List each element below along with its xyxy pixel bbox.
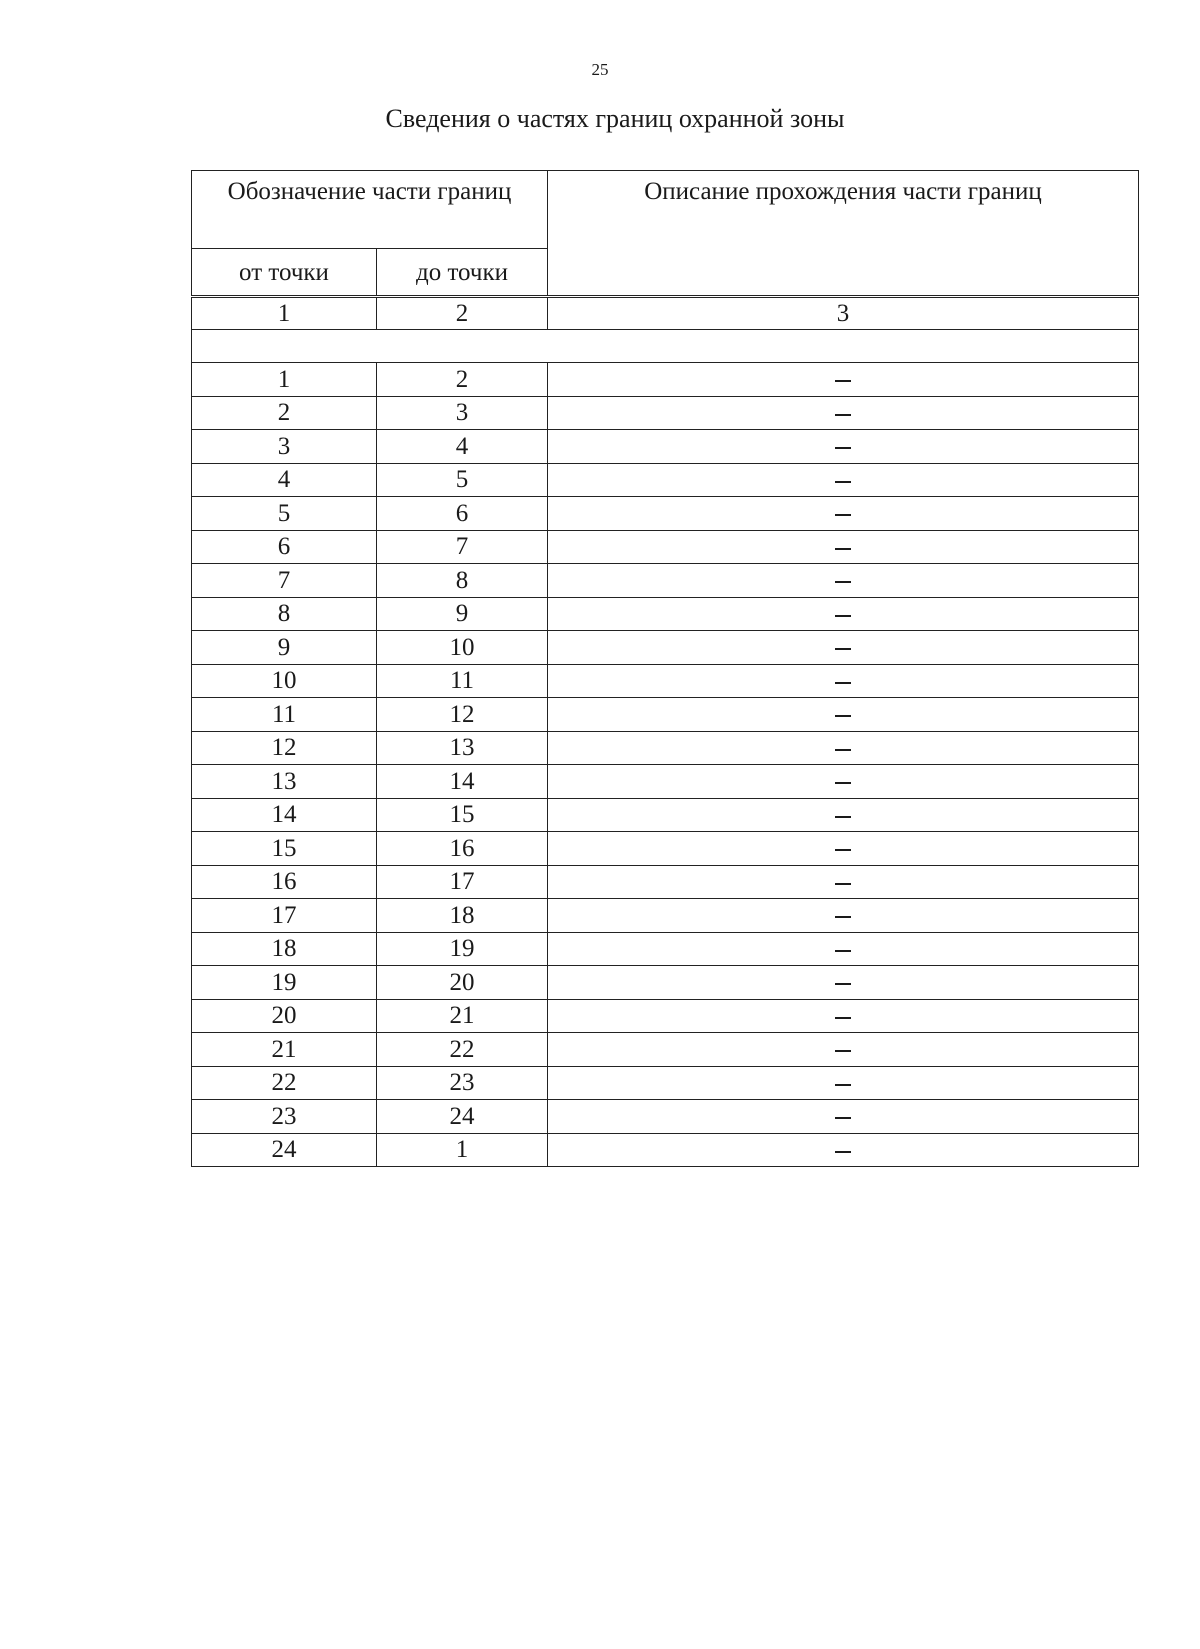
to-point-cell: 1 [377,1133,548,1167]
table-row [192,463,1139,497]
to-point-cell: 8 [377,564,548,598]
table-row [192,932,1139,966]
to-point-cell: 5 [377,463,548,497]
table-row [192,899,1139,933]
from-point-cell: 10 [192,664,377,698]
from-point-cell: 18 [192,932,377,966]
to-point-cell: 14 [377,765,548,799]
from-point-cell: 5 [192,497,377,531]
from-point-cell: 22 [192,1066,377,1100]
table-header-row [192,171,1139,249]
table-row [192,1033,1139,1067]
to-point-cell: 4 [377,430,548,464]
table-row [192,664,1139,698]
from-point-cell: 24 [192,1133,377,1167]
boundary-parts-table [191,170,1139,1167]
description-cell [548,999,1139,1033]
from-point-cell: 23 [192,1100,377,1134]
table-row [192,865,1139,899]
table-row [192,966,1139,1000]
from-point-cell: 7 [192,564,377,598]
description-cell [548,631,1139,665]
table-row [192,1066,1139,1100]
description-dash [835,380,851,382]
from-point-cell: 15 [192,832,377,866]
header-from-point: от точки [192,249,377,297]
description-cell [548,1100,1139,1134]
description-dash [835,816,851,818]
from-point-cell: 21 [192,1033,377,1067]
empty-section-row [192,330,1139,363]
description-dash [835,749,851,751]
to-point-cell: 15 [377,798,548,832]
description-dash [835,782,851,784]
description-dash [835,615,851,617]
header-description: Описание прохождения части границ [548,171,1139,297]
to-point-cell: 11 [377,664,548,698]
column-number-1: 1 [192,297,377,330]
description-cell [548,1133,1139,1167]
table-row [192,597,1139,631]
table-row [192,999,1139,1033]
to-point-cell: 12 [377,698,548,732]
to-point-cell: 16 [377,832,548,866]
table-row [192,497,1139,531]
table-row [192,832,1139,866]
description-dash [835,916,851,918]
table-row [192,430,1139,464]
from-point-cell: 16 [192,865,377,899]
description-dash [835,447,851,449]
description-cell [548,1033,1139,1067]
to-point-cell: 6 [377,497,548,531]
from-point-cell: 11 [192,698,377,732]
description-cell [548,530,1139,564]
description-cell [548,966,1139,1000]
description-cell [548,463,1139,497]
description-dash [835,883,851,885]
to-point-cell: 20 [377,966,548,1000]
to-point-cell: 3 [377,396,548,430]
page-number: 25 [591,60,609,79]
table-row [192,1100,1139,1134]
from-point-cell: 1 [192,363,377,397]
description-cell [548,731,1139,765]
description-cell [548,1066,1139,1100]
to-point-cell: 21 [377,999,548,1033]
table-row [192,564,1139,598]
column-number-3: 3 [548,297,1139,330]
table-row [192,631,1139,665]
to-point-cell: 22 [377,1033,548,1067]
description-cell [548,597,1139,631]
description-dash [835,1017,851,1019]
description-cell [548,363,1139,397]
description-dash [835,715,851,717]
description-dash [835,481,851,483]
column-number-2: 2 [377,297,548,330]
from-point-cell: 20 [192,999,377,1033]
from-point-cell: 9 [192,631,377,665]
header-designation: Обозначение части границ [192,171,548,249]
to-point-cell: 23 [377,1066,548,1100]
description-cell [548,430,1139,464]
description-cell [548,798,1139,832]
description-dash [835,849,851,851]
to-point-cell: 7 [377,530,548,564]
to-point-cell: 2 [377,363,548,397]
description-dash [835,1117,851,1119]
description-cell [548,899,1139,933]
empty-section-cell [192,330,1139,363]
header-to-point: до точки [377,249,548,297]
table-row [192,765,1139,799]
description-cell [548,497,1139,531]
column-number-row [192,297,1139,330]
to-point-cell: 13 [377,731,548,765]
description-dash [835,983,851,985]
page-title: Сведения о частях границ охранной зоны [385,104,845,133]
description-dash [835,514,851,516]
description-dash [835,950,851,952]
from-point-cell: 4 [192,463,377,497]
description-dash [835,1151,851,1153]
description-cell [548,765,1139,799]
table-row [192,731,1139,765]
to-point-cell: 24 [377,1100,548,1134]
from-point-cell: 8 [192,597,377,631]
from-point-cell: 13 [192,765,377,799]
description-cell [548,865,1139,899]
description-cell [548,564,1139,598]
table-row [192,798,1139,832]
description-dash [835,1050,851,1052]
description-dash [835,581,851,583]
table-row [192,698,1139,732]
to-point-cell: 17 [377,865,548,899]
table-row [192,363,1139,397]
from-point-cell: 19 [192,966,377,1000]
from-point-cell: 2 [192,396,377,430]
description-cell [548,698,1139,732]
to-point-cell: 10 [377,631,548,665]
from-point-cell: 12 [192,731,377,765]
from-point-cell: 14 [192,798,377,832]
table-row [192,530,1139,564]
description-cell [548,832,1139,866]
from-point-cell: 17 [192,899,377,933]
to-point-cell: 18 [377,899,548,933]
description-dash [835,414,851,416]
to-point-cell: 19 [377,932,548,966]
description-cell [548,396,1139,430]
description-dash [835,648,851,650]
table-row [192,396,1139,430]
from-point-cell: 3 [192,430,377,464]
description-dash [835,682,851,684]
table-row [192,1133,1139,1167]
to-point-cell: 9 [377,597,548,631]
description-cell [548,932,1139,966]
description-dash [835,548,851,550]
from-point-cell: 6 [192,530,377,564]
description-cell [548,664,1139,698]
description-dash [835,1084,851,1086]
